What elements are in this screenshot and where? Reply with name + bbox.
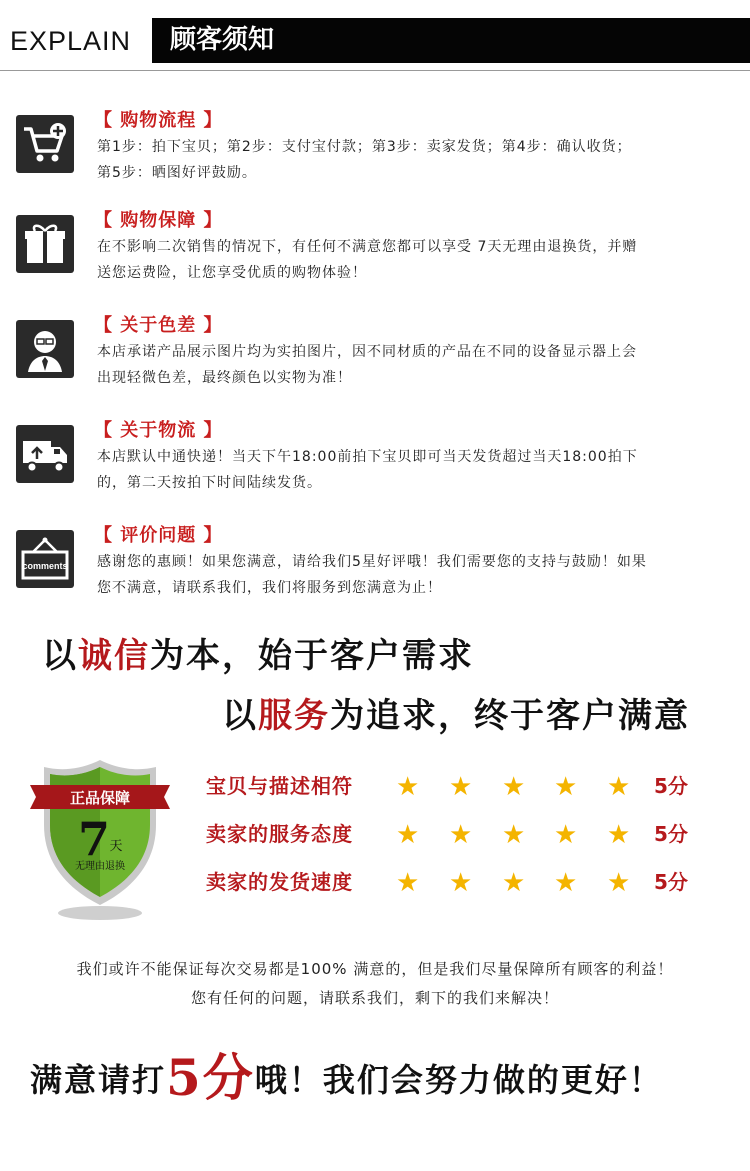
section-title: 【 关于色差 】 (94, 315, 223, 336)
star-icon: ★ (554, 868, 578, 898)
shopping-cart-icon (16, 115, 74, 173)
header (0, 0, 750, 72)
star-icon: ★ (449, 868, 473, 898)
gift-icon (16, 215, 74, 273)
section-text (97, 549, 737, 601)
section-text (97, 134, 737, 186)
rating-label: 卖家的发货速度 (206, 870, 353, 894)
star-icon: ★ (607, 820, 631, 850)
star-icon: ★ (396, 820, 420, 850)
star-icon: ★ (554, 820, 578, 850)
rating-label: 宝贝与描述相符 (206, 774, 353, 798)
person-icon (16, 320, 74, 378)
section-line: 出现轻微色差，最终颜色以实物为准！ (97, 370, 352, 386)
slogan-highlight: 诚信 (78, 636, 150, 676)
section-line: 本店默认中通快递！当天下午18:00前拍下宝贝即可当天发货超过当天18:00拍下 (97, 449, 638, 465)
section-text (97, 234, 737, 286)
slogan-text: 为追求，终于客户满意 (330, 696, 690, 736)
header-chinese-title: 顾客须知 (152, 18, 750, 63)
star-icon: ★ (607, 772, 631, 802)
rating-row (206, 866, 706, 902)
star-icon: ★ (449, 772, 473, 802)
star-icon: ★ (502, 868, 526, 898)
badge-unit: 天 (109, 839, 123, 854)
section-line: 您不满意，请联系我们，我们将服务到您满意为止！ (97, 580, 442, 596)
svg-text:comments: comments (22, 561, 68, 571)
badge-subtext: 无理由退换 (75, 861, 125, 872)
section-logistics (0, 415, 750, 505)
badge-number: 7 (77, 812, 111, 866)
section-shopping-process (0, 100, 750, 190)
rating-row (206, 818, 706, 854)
final-text: 哦！我们会努力做的更好！ (254, 1061, 663, 1099)
section-shopping-guarantee (0, 205, 750, 295)
rating-row (206, 770, 706, 806)
slogan-text: 为本，始于客户需求 (150, 636, 474, 676)
star-icon: ★ (554, 772, 578, 802)
final-text: 满意请打 (30, 1061, 167, 1099)
section-color-difference (0, 310, 750, 400)
guarantee-shield-badge (30, 755, 170, 925)
final-score-highlight: 5分 (166, 1048, 255, 1107)
slogan-service (222, 688, 690, 737)
section-line: 在不影响二次销售的情况下，有任何不满意您都可以享受 7天无理由退换货，并赠 (97, 239, 638, 255)
section-text (97, 339, 737, 391)
section-title: 【 关于物流 】 (94, 420, 223, 441)
rating-score: 5分 (654, 774, 688, 798)
section-line: 第1步：拍下宝贝；第2步：支付宝付款；第3步：卖家发货；第4步：确认收货； (97, 139, 632, 155)
section-line: 的，第二天按拍下时间陆续发货。 (97, 475, 322, 491)
header-english-title: EXPLAIN (10, 26, 132, 56)
final-request-banner (30, 1038, 750, 1110)
slogan-text: 以 (42, 636, 78, 676)
star-icon: ★ (396, 772, 420, 802)
guarantee-note: 我们或许不能保证每次交易都是100% 满意的，但是我们尽量保障所有顾客的利益！ (76, 960, 674, 978)
section-line: 第5步：晒图好评鼓励。 (97, 165, 257, 181)
star-icon: ★ (502, 820, 526, 850)
contact-note: 您有任何的问题，请联系我们，剩下的我们来解决！ (190, 989, 559, 1007)
section-line: 本店承诺产品展示图片均为实拍图片，因不同材质的产品在不同的设备显示器上会 (97, 344, 637, 360)
section-line: 送您运费险，让您享受优质的购物体验！ (97, 265, 367, 281)
delivery-truck-icon (16, 425, 74, 483)
header-divider (0, 70, 750, 71)
section-text (97, 444, 737, 496)
star-icon: ★ (449, 820, 473, 850)
comments-sign-icon (16, 530, 74, 588)
section-review (0, 520, 750, 610)
slogan-integrity (42, 628, 474, 677)
star-icon: ★ (502, 772, 526, 802)
rating-score: 5分 (654, 822, 688, 846)
section-line: 感谢您的惠顾！如果您满意，请给我们5星好评哦！我们需要您的支持与鼓励！如果 (97, 554, 647, 570)
rating-score: 5分 (654, 870, 688, 894)
section-title: 【 评价问题 】 (94, 525, 223, 546)
section-title: 【 购物流程 】 (94, 110, 223, 131)
badge-top-text: 正品保障 (69, 789, 131, 807)
star-icon: ★ (396, 868, 420, 898)
rating-label: 卖家的服务态度 (206, 822, 353, 846)
slogan-highlight: 服务 (258, 696, 330, 736)
star-icon: ★ (607, 868, 631, 898)
section-title: 【 购物保障 】 (94, 210, 223, 231)
slogan-text: 以 (222, 696, 258, 736)
